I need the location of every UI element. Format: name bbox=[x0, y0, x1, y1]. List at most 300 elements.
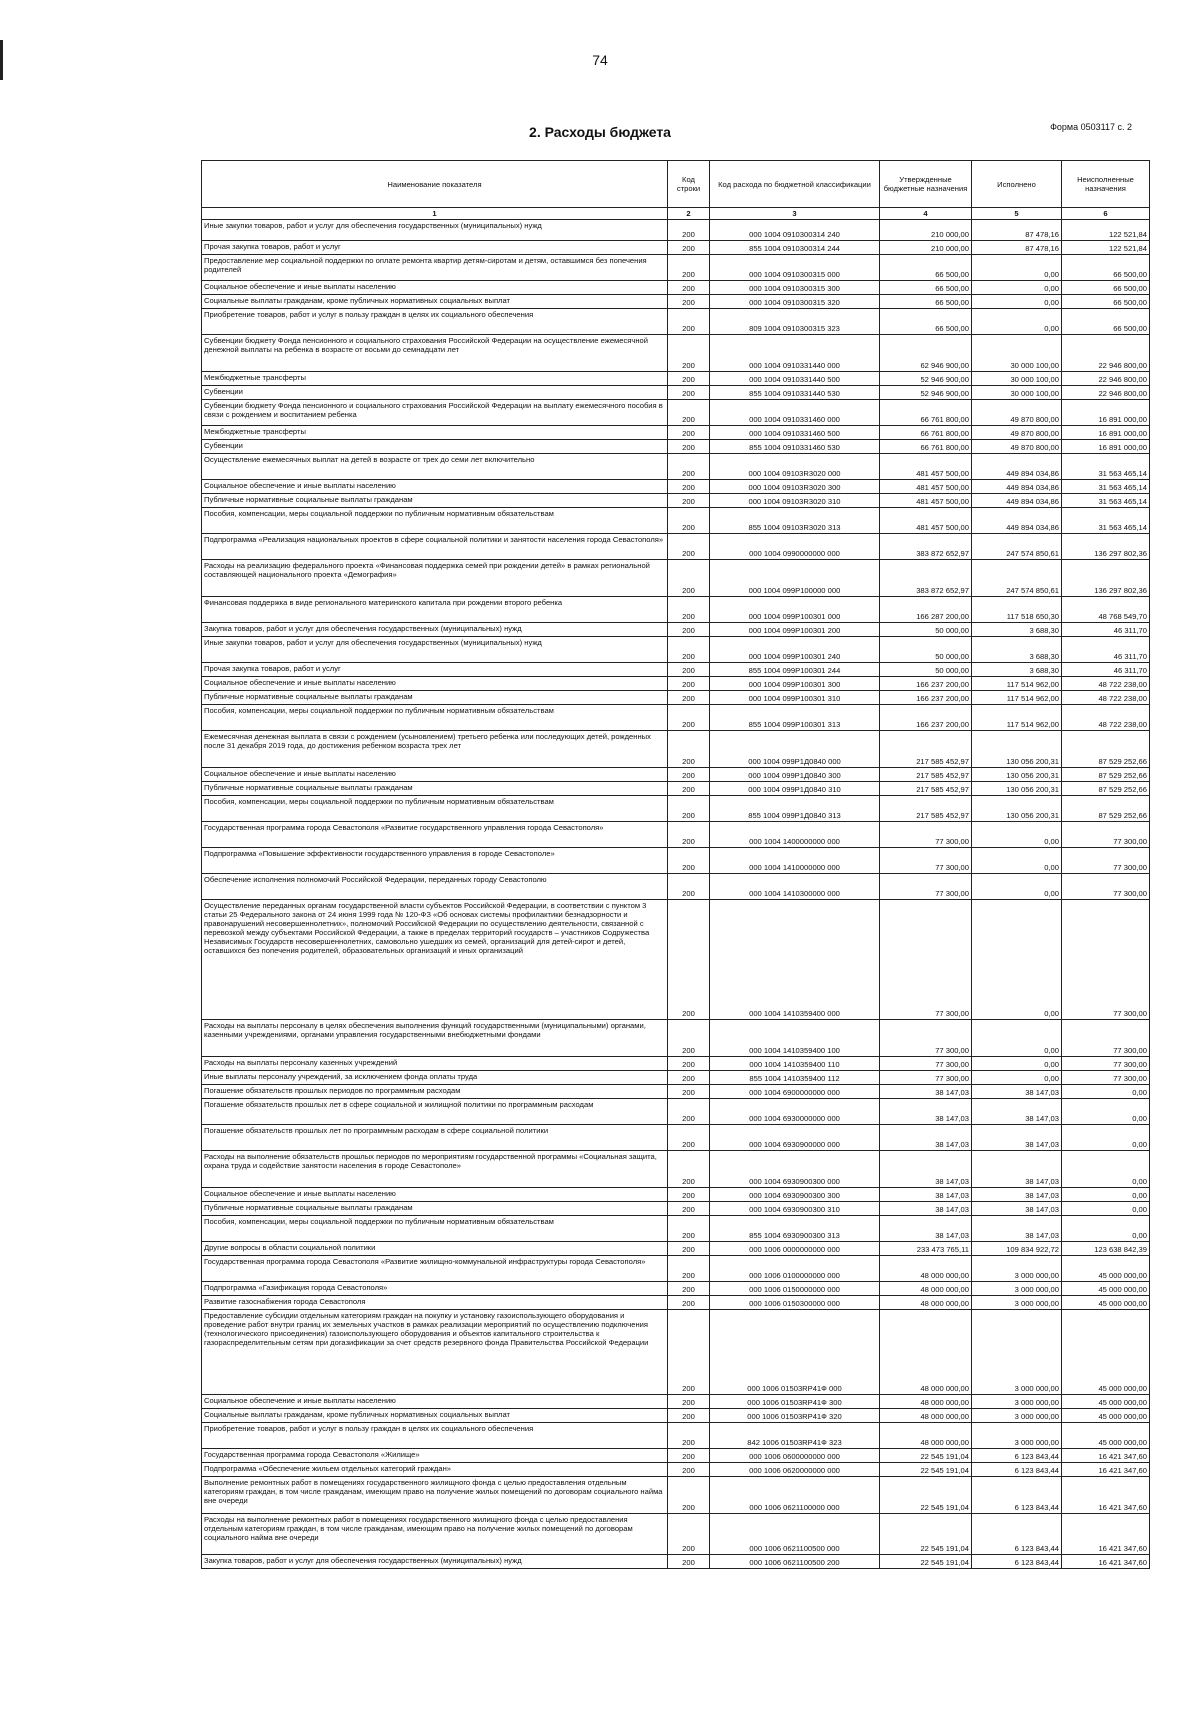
row-name: Субвенции bbox=[202, 386, 668, 400]
row-unexecuted-amount: 0,00 bbox=[1062, 1151, 1150, 1188]
row-classification-code: 000 1004 09103R3020 310 bbox=[710, 494, 880, 508]
row-classification-code: 000 1004 0910331440 000 bbox=[710, 335, 880, 372]
row-executed-amount: 30 000 100,00 bbox=[972, 386, 1062, 400]
row-unexecuted-amount: 48 722 238,00 bbox=[1062, 677, 1150, 691]
row-line-code: 200 bbox=[668, 1057, 710, 1071]
row-name: Социальное обеспечение и иные выплаты населению bbox=[202, 480, 668, 494]
row-unexecuted-amount: 22 946 800,00 bbox=[1062, 335, 1150, 372]
row-name: Подпрограмма «Реализация национальных проектов в сфере социальной политики и занятости населения города Севастополя» bbox=[202, 534, 668, 560]
row-executed-amount: 0,00 bbox=[972, 1057, 1062, 1071]
row-unexecuted-amount: 45 000 000,00 bbox=[1062, 1409, 1150, 1423]
table-row bbox=[202, 255, 1150, 281]
row-line-code: 200 bbox=[668, 1477, 710, 1514]
row-unexecuted-amount: 77 300,00 bbox=[1062, 1020, 1150, 1057]
row-line-code: 200 bbox=[668, 1282, 710, 1296]
table-row bbox=[202, 1071, 1150, 1085]
row-classification-code: 855 1004 1410359400 112 bbox=[710, 1071, 880, 1085]
row-unexecuted-amount: 16 421 347,60 bbox=[1062, 1477, 1150, 1514]
row-name: Выполнение ремонтных работ в помещениях государственного жилищного фонда с целью предоставления отдельным категориям граждан, в том числе гражданам, имеющим право на получение жилых помещений по договорам социального найма вне очереди bbox=[202, 1477, 668, 1514]
row-unexecuted-amount: 48 722 238,00 bbox=[1062, 691, 1150, 705]
row-classification-code: 855 1004 099P100301 313 bbox=[710, 705, 880, 731]
row-approved-amount: 66 761 800,00 bbox=[880, 426, 972, 440]
row-line-code: 200 bbox=[668, 663, 710, 677]
table-row bbox=[202, 677, 1150, 691]
row-unexecuted-amount: 45 000 000,00 bbox=[1062, 1282, 1150, 1296]
row-line-code: 200 bbox=[668, 426, 710, 440]
row-line-code: 200 bbox=[668, 454, 710, 480]
row-classification-code: 000 1006 0621100000 000 bbox=[710, 1477, 880, 1514]
row-approved-amount: 66 500,00 bbox=[880, 255, 972, 281]
row-unexecuted-amount: 45 000 000,00 bbox=[1062, 1310, 1150, 1395]
row-approved-amount: 52 946 900,00 bbox=[880, 386, 972, 400]
row-classification-code: 000 1004 099P100301 310 bbox=[710, 691, 880, 705]
row-unexecuted-amount: 16 891 000,00 bbox=[1062, 440, 1150, 454]
row-line-code: 200 bbox=[668, 1071, 710, 1085]
row-executed-amount: 0,00 bbox=[972, 822, 1062, 848]
row-approved-amount: 50 000,00 bbox=[880, 663, 972, 677]
row-approved-amount: 217 585 452,97 bbox=[880, 782, 972, 796]
table-row bbox=[202, 400, 1150, 426]
row-approved-amount: 52 946 900,00 bbox=[880, 372, 972, 386]
row-executed-amount: 30 000 100,00 bbox=[972, 372, 1062, 386]
row-approved-amount: 77 300,00 bbox=[880, 900, 972, 1020]
row-classification-code: 000 1006 01503RP41Ф 300 bbox=[710, 1395, 880, 1409]
row-classification-code: 000 1004 0910300315 320 bbox=[710, 295, 880, 309]
row-line-code: 200 bbox=[668, 782, 710, 796]
row-classification-code: 000 1004 0910331440 500 bbox=[710, 372, 880, 386]
row-unexecuted-amount: 31 563 465,14 bbox=[1062, 454, 1150, 480]
table-row bbox=[202, 1151, 1150, 1188]
table-row bbox=[202, 1449, 1150, 1463]
row-classification-code: 000 1004 1410359400 000 bbox=[710, 900, 880, 1020]
row-line-code: 200 bbox=[668, 848, 710, 874]
row-executed-amount: 3 688,30 bbox=[972, 623, 1062, 637]
row-executed-amount: 0,00 bbox=[972, 255, 1062, 281]
row-executed-amount: 0,00 bbox=[972, 1020, 1062, 1057]
table-row bbox=[202, 454, 1150, 480]
row-approved-amount: 166 237 200,00 bbox=[880, 705, 972, 731]
table-row bbox=[202, 1242, 1150, 1256]
row-unexecuted-amount: 122 521,84 bbox=[1062, 220, 1150, 241]
row-name: Субвенции бюджету Фонда пенсионного и социального страхования Российской Федерации на осуществление ежемесячной денежной выплаты на ребенка в возрасте от восьми до семнадцати лет bbox=[202, 335, 668, 372]
row-unexecuted-amount: 123 638 842,39 bbox=[1062, 1242, 1150, 1256]
column-number: 3 bbox=[710, 208, 880, 220]
row-executed-amount: 449 894 034,86 bbox=[972, 480, 1062, 494]
row-line-code: 200 bbox=[668, 768, 710, 782]
row-executed-amount: 38 147,03 bbox=[972, 1151, 1062, 1188]
row-line-code: 200 bbox=[668, 691, 710, 705]
row-approved-amount: 66 500,00 bbox=[880, 309, 972, 335]
row-line-code: 200 bbox=[668, 900, 710, 1020]
table-row bbox=[202, 560, 1150, 597]
row-name: Подпрограмма «Повышение эффективности государственного управления в городе Севастополе» bbox=[202, 848, 668, 874]
row-unexecuted-amount: 87 529 252,66 bbox=[1062, 731, 1150, 768]
row-unexecuted-amount: 0,00 bbox=[1062, 1099, 1150, 1125]
row-name: Публичные нормативные социальные выплаты гражданам bbox=[202, 494, 668, 508]
row-unexecuted-amount: 45 000 000,00 bbox=[1062, 1256, 1150, 1282]
row-line-code: 200 bbox=[668, 1151, 710, 1188]
row-name: Осуществление переданных органам государственной власти субъектов Российской Федерации, в соответствии с пунктом 3 статьи 25 Федерального закона от 24 июня 1999 года № 120-ФЗ «Об основах системы профилактики безнадзорности и правонарушений несовершеннолетних», полномочий Российской Федерации по осуществлению деятельности, связанной с перевозкой между субъектами Российской Федерации, а также в пределах территорий государств – участников Содружества Независимых Государств несовершеннолетних, самовольно ушедших из семей, организаций для детей-сирот и детей, оставшихся без попечения родителей, образовательных организаций и иных организаций bbox=[202, 900, 668, 1020]
row-executed-amount: 117 518 650,30 bbox=[972, 597, 1062, 623]
row-classification-code: 855 1004 09103R3020 313 bbox=[710, 508, 880, 534]
row-name: Социальное обеспечение и иные выплаты населению bbox=[202, 768, 668, 782]
row-executed-amount: 3 000 000,00 bbox=[972, 1296, 1062, 1310]
row-unexecuted-amount: 22 946 800,00 bbox=[1062, 386, 1150, 400]
row-executed-amount: 0,00 bbox=[972, 1071, 1062, 1085]
row-classification-code: 000 1006 0621100500 000 bbox=[710, 1514, 880, 1555]
row-name: Расходы на выплаты персоналу в целях обеспечения выполнения функций государственными (муниципальными) органами, казенными учреждениями, органами управления государственными внебюджетными фондами bbox=[202, 1020, 668, 1057]
row-line-code: 200 bbox=[668, 1020, 710, 1057]
row-name: Расходы на выплаты персоналу казенных учреждений bbox=[202, 1057, 668, 1071]
row-executed-amount: 3 688,30 bbox=[972, 637, 1062, 663]
table-row bbox=[202, 1296, 1150, 1310]
row-classification-code: 000 1004 6930900300 300 bbox=[710, 1188, 880, 1202]
row-name: Государственная программа города Севастополя «Развитие жилищно-коммунальной инфраструктуры города Севастополя» bbox=[202, 1256, 668, 1282]
row-executed-amount: 6 123 843,44 bbox=[972, 1514, 1062, 1555]
row-name: Расходы на реализацию федерального проекта «Финансовая поддержка семей при рождении детей» в рамках региональной составляющей национального проекта «Демография» bbox=[202, 560, 668, 597]
table-row bbox=[202, 768, 1150, 782]
row-line-code: 200 bbox=[668, 1296, 710, 1310]
table-row bbox=[202, 335, 1150, 372]
row-line-code: 200 bbox=[668, 623, 710, 637]
table-row bbox=[202, 480, 1150, 494]
column-header-line-code: Код строки bbox=[668, 161, 710, 208]
row-line-code: 200 bbox=[668, 1514, 710, 1555]
row-classification-code: 000 1004 1410000000 000 bbox=[710, 848, 880, 874]
row-approved-amount: 50 000,00 bbox=[880, 623, 972, 637]
row-classification-code: 000 1004 099P1Д0840 000 bbox=[710, 731, 880, 768]
row-unexecuted-amount: 45 000 000,00 bbox=[1062, 1296, 1150, 1310]
row-executed-amount: 117 514 962,00 bbox=[972, 705, 1062, 731]
row-name: Социальные выплаты гражданам, кроме публичных нормативных социальных выплат bbox=[202, 295, 668, 309]
row-approved-amount: 22 545 191,04 bbox=[880, 1463, 972, 1477]
row-name: Приобретение товаров, работ и услуг в пользу граждан в целях их социального обеспечения bbox=[202, 309, 668, 335]
row-name: Социальные выплаты гражданам, кроме публичных нормативных социальных выплат bbox=[202, 1409, 668, 1423]
table-row bbox=[202, 663, 1150, 677]
row-approved-amount: 66 761 800,00 bbox=[880, 440, 972, 454]
table-row bbox=[202, 796, 1150, 822]
row-executed-amount: 3 688,30 bbox=[972, 663, 1062, 677]
table-row bbox=[202, 1409, 1150, 1423]
row-name: Закупка товаров, работ и услуг для обеспечения государственных (муниципальных) нужд bbox=[202, 623, 668, 637]
row-name: Пособия, компенсации, меры социальной поддержки по публичным нормативным обязательствам bbox=[202, 1216, 668, 1242]
row-classification-code: 000 1004 0910331460 500 bbox=[710, 426, 880, 440]
row-name: Развитие газоснабжения города Севастополя bbox=[202, 1296, 668, 1310]
row-unexecuted-amount: 0,00 bbox=[1062, 1085, 1150, 1099]
row-classification-code: 000 1004 099P100301 200 bbox=[710, 623, 880, 637]
form-code: Форма 0503117 с. 2 bbox=[1050, 122, 1132, 132]
row-executed-amount: 38 147,03 bbox=[972, 1099, 1062, 1125]
row-approved-amount: 217 585 452,97 bbox=[880, 768, 972, 782]
row-line-code: 200 bbox=[668, 1409, 710, 1423]
row-approved-amount: 66 500,00 bbox=[880, 281, 972, 295]
row-unexecuted-amount: 0,00 bbox=[1062, 1188, 1150, 1202]
table-row bbox=[202, 1423, 1150, 1449]
row-line-code: 200 bbox=[668, 255, 710, 281]
table-row bbox=[202, 1555, 1150, 1569]
table-row bbox=[202, 220, 1150, 241]
row-approved-amount: 210 000,00 bbox=[880, 220, 972, 241]
row-name: Подпрограмма «Газификация города Севастополя» bbox=[202, 1282, 668, 1296]
row-classification-code: 855 1004 0910300314 244 bbox=[710, 241, 880, 255]
row-unexecuted-amount: 87 529 252,66 bbox=[1062, 782, 1150, 796]
row-line-code: 200 bbox=[668, 874, 710, 900]
row-executed-amount: 3 000 000,00 bbox=[972, 1310, 1062, 1395]
row-unexecuted-amount: 48 768 549,70 bbox=[1062, 597, 1150, 623]
row-classification-code: 000 1004 099P100301 000 bbox=[710, 597, 880, 623]
row-classification-code: 855 1004 099P100301 244 bbox=[710, 663, 880, 677]
row-unexecuted-amount: 46 311,70 bbox=[1062, 663, 1150, 677]
table-row bbox=[202, 295, 1150, 309]
table-row bbox=[202, 1020, 1150, 1057]
row-executed-amount: 6 123 843,44 bbox=[972, 1449, 1062, 1463]
row-executed-amount: 0,00 bbox=[972, 281, 1062, 295]
row-approved-amount: 38 147,03 bbox=[880, 1085, 972, 1099]
row-name: Пособия, компенсации, меры социальной поддержки по публичным нормативным обязательствам bbox=[202, 705, 668, 731]
row-executed-amount: 49 870 800,00 bbox=[972, 400, 1062, 426]
row-unexecuted-amount: 16 421 347,60 bbox=[1062, 1514, 1150, 1555]
row-executed-amount: 87 478,16 bbox=[972, 241, 1062, 255]
row-name: Иные закупки товаров, работ и услуг для обеспечения государственных (муниципальных) нужд bbox=[202, 220, 668, 241]
row-line-code: 200 bbox=[668, 309, 710, 335]
row-line-code: 200 bbox=[668, 796, 710, 822]
row-executed-amount: 38 147,03 bbox=[972, 1202, 1062, 1216]
row-executed-amount: 109 834 922,72 bbox=[972, 1242, 1062, 1256]
row-approved-amount: 481 457 500,00 bbox=[880, 480, 972, 494]
row-name: Публичные нормативные социальные выплаты гражданам bbox=[202, 1202, 668, 1216]
row-classification-code: 000 1004 099P100301 240 bbox=[710, 637, 880, 663]
row-executed-amount: 6 123 843,44 bbox=[972, 1463, 1062, 1477]
row-classification-code: 000 1004 099P100301 300 bbox=[710, 677, 880, 691]
row-name: Публичные нормативные социальные выплаты гражданам bbox=[202, 691, 668, 705]
row-line-code: 200 bbox=[668, 281, 710, 295]
row-name: Погашение обязательств прошлых лет в сфере социальной и жилищной политики по программным расходам bbox=[202, 1099, 668, 1125]
row-unexecuted-amount: 45 000 000,00 bbox=[1062, 1423, 1150, 1449]
row-approved-amount: 77 300,00 bbox=[880, 874, 972, 900]
table-row bbox=[202, 822, 1150, 848]
row-approved-amount: 38 147,03 bbox=[880, 1125, 972, 1151]
row-name: Социальное обеспечение и иные выплаты населению bbox=[202, 677, 668, 691]
row-unexecuted-amount: 16 891 000,00 bbox=[1062, 400, 1150, 426]
row-line-code: 200 bbox=[668, 1085, 710, 1099]
row-classification-code: 000 1006 0150300000 000 bbox=[710, 1296, 880, 1310]
row-name: Государственная программа города Севастополя «Жилище» bbox=[202, 1449, 668, 1463]
row-classification-code: 000 1004 099P1Д0840 310 bbox=[710, 782, 880, 796]
table-body bbox=[202, 220, 1150, 1569]
row-approved-amount: 166 237 200,00 bbox=[880, 691, 972, 705]
row-approved-amount: 48 000 000,00 bbox=[880, 1423, 972, 1449]
row-name: Погашение обязательств прошлых лет по программным расходам в сфере социальной политики bbox=[202, 1125, 668, 1151]
row-unexecuted-amount: 136 297 802,36 bbox=[1062, 534, 1150, 560]
row-approved-amount: 77 300,00 bbox=[880, 1020, 972, 1057]
row-executed-amount: 130 056 200,31 bbox=[972, 796, 1062, 822]
row-name: Социальное обеспечение и иные выплаты населению bbox=[202, 1395, 668, 1409]
row-classification-code: 000 1004 0910300315 000 bbox=[710, 255, 880, 281]
row-unexecuted-amount: 31 563 465,14 bbox=[1062, 494, 1150, 508]
row-approved-amount: 166 287 200,00 bbox=[880, 597, 972, 623]
row-line-code: 200 bbox=[668, 637, 710, 663]
table-row bbox=[202, 241, 1150, 255]
row-name: Иные выплаты персоналу учреждений, за исключением фонда оплаты труда bbox=[202, 1071, 668, 1085]
row-approved-amount: 48 000 000,00 bbox=[880, 1409, 972, 1423]
budget-expenses-table bbox=[201, 160, 1150, 1569]
table-row bbox=[202, 1085, 1150, 1099]
table-row bbox=[202, 386, 1150, 400]
row-classification-code: 000 1004 6900000000 000 bbox=[710, 1085, 880, 1099]
row-approved-amount: 66 761 800,00 bbox=[880, 400, 972, 426]
row-classification-code: 855 1004 6930900300 313 bbox=[710, 1216, 880, 1242]
table-row bbox=[202, 597, 1150, 623]
row-unexecuted-amount: 66 500,00 bbox=[1062, 295, 1150, 309]
row-name: Ежемесячная денежная выплата в связи с рождением (усыновлением) третьего ребенка или последующих детей, рожденных после 31 декабря 2019 года, до достижения ребенком возраста трех лет bbox=[202, 731, 668, 768]
row-line-code: 200 bbox=[668, 494, 710, 508]
row-classification-code: 855 1004 0910331440 530 bbox=[710, 386, 880, 400]
row-approved-amount: 77 300,00 bbox=[880, 1071, 972, 1085]
row-line-code: 200 bbox=[668, 705, 710, 731]
row-executed-amount: 130 056 200,31 bbox=[972, 731, 1062, 768]
row-classification-code: 000 1006 0100000000 000 bbox=[710, 1256, 880, 1282]
row-line-code: 200 bbox=[668, 597, 710, 623]
row-executed-amount: 0,00 bbox=[972, 309, 1062, 335]
table-row bbox=[202, 705, 1150, 731]
column-number: 4 bbox=[880, 208, 972, 220]
table-row bbox=[202, 1099, 1150, 1125]
row-executed-amount: 0,00 bbox=[972, 295, 1062, 309]
row-classification-code: 842 1006 01503RP41Ф 323 bbox=[710, 1423, 880, 1449]
row-line-code: 200 bbox=[668, 534, 710, 560]
row-classification-code: 000 1004 1400000000 000 bbox=[710, 822, 880, 848]
row-unexecuted-amount: 16 891 000,00 bbox=[1062, 426, 1150, 440]
row-unexecuted-amount: 16 421 347,60 bbox=[1062, 1463, 1150, 1477]
row-classification-code: 855 1004 099P1Д0840 313 bbox=[710, 796, 880, 822]
row-classification-code: 000 1004 0910300314 240 bbox=[710, 220, 880, 241]
row-line-code: 200 bbox=[668, 822, 710, 848]
row-line-code: 200 bbox=[668, 400, 710, 426]
row-executed-amount: 6 123 843,44 bbox=[972, 1477, 1062, 1514]
row-name: Прочая закупка товаров, работ и услуг bbox=[202, 241, 668, 255]
row-classification-code: 000 1004 6930000000 000 bbox=[710, 1099, 880, 1125]
table-row bbox=[202, 691, 1150, 705]
column-header-executed: Исполнено bbox=[972, 161, 1062, 208]
row-name: Государственная программа города Севастополя «Развитие государственного управления города Севастополя» bbox=[202, 822, 668, 848]
row-classification-code: 000 1004 6930900000 000 bbox=[710, 1125, 880, 1151]
row-unexecuted-amount: 0,00 bbox=[1062, 1202, 1150, 1216]
column-number: 5 bbox=[972, 208, 1062, 220]
row-approved-amount: 481 457 500,00 bbox=[880, 454, 972, 480]
row-executed-amount: 247 574 850,61 bbox=[972, 534, 1062, 560]
row-executed-amount: 117 514 962,00 bbox=[972, 677, 1062, 691]
page-title: 2. Расходы бюджета bbox=[529, 124, 671, 140]
row-unexecuted-amount: 45 000 000,00 bbox=[1062, 1395, 1150, 1409]
row-classification-code: 000 1006 01503RP41Ф 320 bbox=[710, 1409, 880, 1423]
table-row bbox=[202, 1310, 1150, 1395]
table-row bbox=[202, 1282, 1150, 1296]
row-classification-code: 000 1004 0990000000 000 bbox=[710, 534, 880, 560]
row-approved-amount: 38 147,03 bbox=[880, 1216, 972, 1242]
row-executed-amount: 449 894 034,86 bbox=[972, 494, 1062, 508]
row-executed-amount: 38 147,03 bbox=[972, 1188, 1062, 1202]
table-row bbox=[202, 309, 1150, 335]
row-approved-amount: 210 000,00 bbox=[880, 241, 972, 255]
row-name: Предоставление мер социальной поддержки по оплате ремонта квартир детям-сиротам и детям, оставшимся без попечения родителей bbox=[202, 255, 668, 281]
row-name: Подпрограмма «Обеспечение жильем отдельных категорий граждан» bbox=[202, 1463, 668, 1477]
row-line-code: 200 bbox=[668, 677, 710, 691]
row-name: Пособия, компенсации, меры социальной поддержки по публичным нормативным обязательствам bbox=[202, 796, 668, 822]
row-approved-amount: 22 545 191,04 bbox=[880, 1449, 972, 1463]
row-unexecuted-amount: 16 421 347,60 bbox=[1062, 1555, 1150, 1569]
row-unexecuted-amount: 22 946 800,00 bbox=[1062, 372, 1150, 386]
row-executed-amount: 449 894 034,86 bbox=[972, 508, 1062, 534]
row-unexecuted-amount: 16 421 347,60 bbox=[1062, 1449, 1150, 1463]
column-number: 1 bbox=[202, 208, 668, 220]
row-name: Погашение обязательств прошлых периодов по программным расходам bbox=[202, 1085, 668, 1099]
row-executed-amount: 0,00 bbox=[972, 848, 1062, 874]
row-line-code: 200 bbox=[668, 560, 710, 597]
row-unexecuted-amount: 77 300,00 bbox=[1062, 1071, 1150, 1085]
row-name: Социальное обеспечение и иные выплаты населению bbox=[202, 281, 668, 295]
table-row bbox=[202, 1463, 1150, 1477]
table-row bbox=[202, 508, 1150, 534]
table-row bbox=[202, 494, 1150, 508]
row-unexecuted-amount: 31 563 465,14 bbox=[1062, 508, 1150, 534]
row-approved-amount: 77 300,00 bbox=[880, 1057, 972, 1071]
table-row bbox=[202, 637, 1150, 663]
row-executed-amount: 0,00 bbox=[972, 900, 1062, 1020]
row-unexecuted-amount: 31 563 465,14 bbox=[1062, 480, 1150, 494]
row-executed-amount: 49 870 800,00 bbox=[972, 426, 1062, 440]
row-unexecuted-amount: 0,00 bbox=[1062, 1216, 1150, 1242]
row-classification-code: 000 1004 1410359400 110 bbox=[710, 1057, 880, 1071]
table-row bbox=[202, 1477, 1150, 1514]
row-classification-code: 000 1004 099P1Д0840 300 bbox=[710, 768, 880, 782]
row-unexecuted-amount: 66 500,00 bbox=[1062, 281, 1150, 295]
row-line-code: 200 bbox=[668, 1125, 710, 1151]
row-line-code: 200 bbox=[668, 1395, 710, 1409]
row-name: Публичные нормативные социальные выплаты гражданам bbox=[202, 782, 668, 796]
row-approved-amount: 481 457 500,00 bbox=[880, 508, 972, 534]
table-row bbox=[202, 1395, 1150, 1409]
table-row bbox=[202, 874, 1150, 900]
row-classification-code: 000 1004 1410359400 100 bbox=[710, 1020, 880, 1057]
table-row bbox=[202, 534, 1150, 560]
row-approved-amount: 48 000 000,00 bbox=[880, 1282, 972, 1296]
row-name: Межбюджетные трансферты bbox=[202, 372, 668, 386]
row-approved-amount: 383 872 652,97 bbox=[880, 534, 972, 560]
row-line-code: 200 bbox=[668, 335, 710, 372]
page-number: 74 bbox=[592, 52, 608, 68]
row-classification-code: 855 1004 0910331460 530 bbox=[710, 440, 880, 454]
column-header-unexecuted: Неисполненные назначения bbox=[1062, 161, 1150, 208]
row-executed-amount: 449 894 034,86 bbox=[972, 454, 1062, 480]
row-approved-amount: 233 473 765,11 bbox=[880, 1242, 972, 1256]
table-row bbox=[202, 900, 1150, 1020]
row-line-code: 200 bbox=[668, 1555, 710, 1569]
column-header-classification-code: Код расхода по бюджетной классификации bbox=[710, 161, 880, 208]
row-approved-amount: 48 000 000,00 bbox=[880, 1395, 972, 1409]
row-executed-amount: 38 147,03 bbox=[972, 1125, 1062, 1151]
row-executed-amount: 117 514 962,00 bbox=[972, 691, 1062, 705]
row-approved-amount: 50 000,00 bbox=[880, 637, 972, 663]
table-row bbox=[202, 426, 1150, 440]
row-line-code: 200 bbox=[668, 508, 710, 534]
table-row bbox=[202, 1125, 1150, 1151]
row-executed-amount: 38 147,03 bbox=[972, 1216, 1062, 1242]
row-approved-amount: 22 545 191,04 bbox=[880, 1477, 972, 1514]
row-approved-amount: 48 000 000,00 bbox=[880, 1296, 972, 1310]
row-classification-code: 000 1004 6930900300 000 bbox=[710, 1151, 880, 1188]
row-line-code: 200 bbox=[668, 1099, 710, 1125]
column-number: 6 bbox=[1062, 208, 1150, 220]
